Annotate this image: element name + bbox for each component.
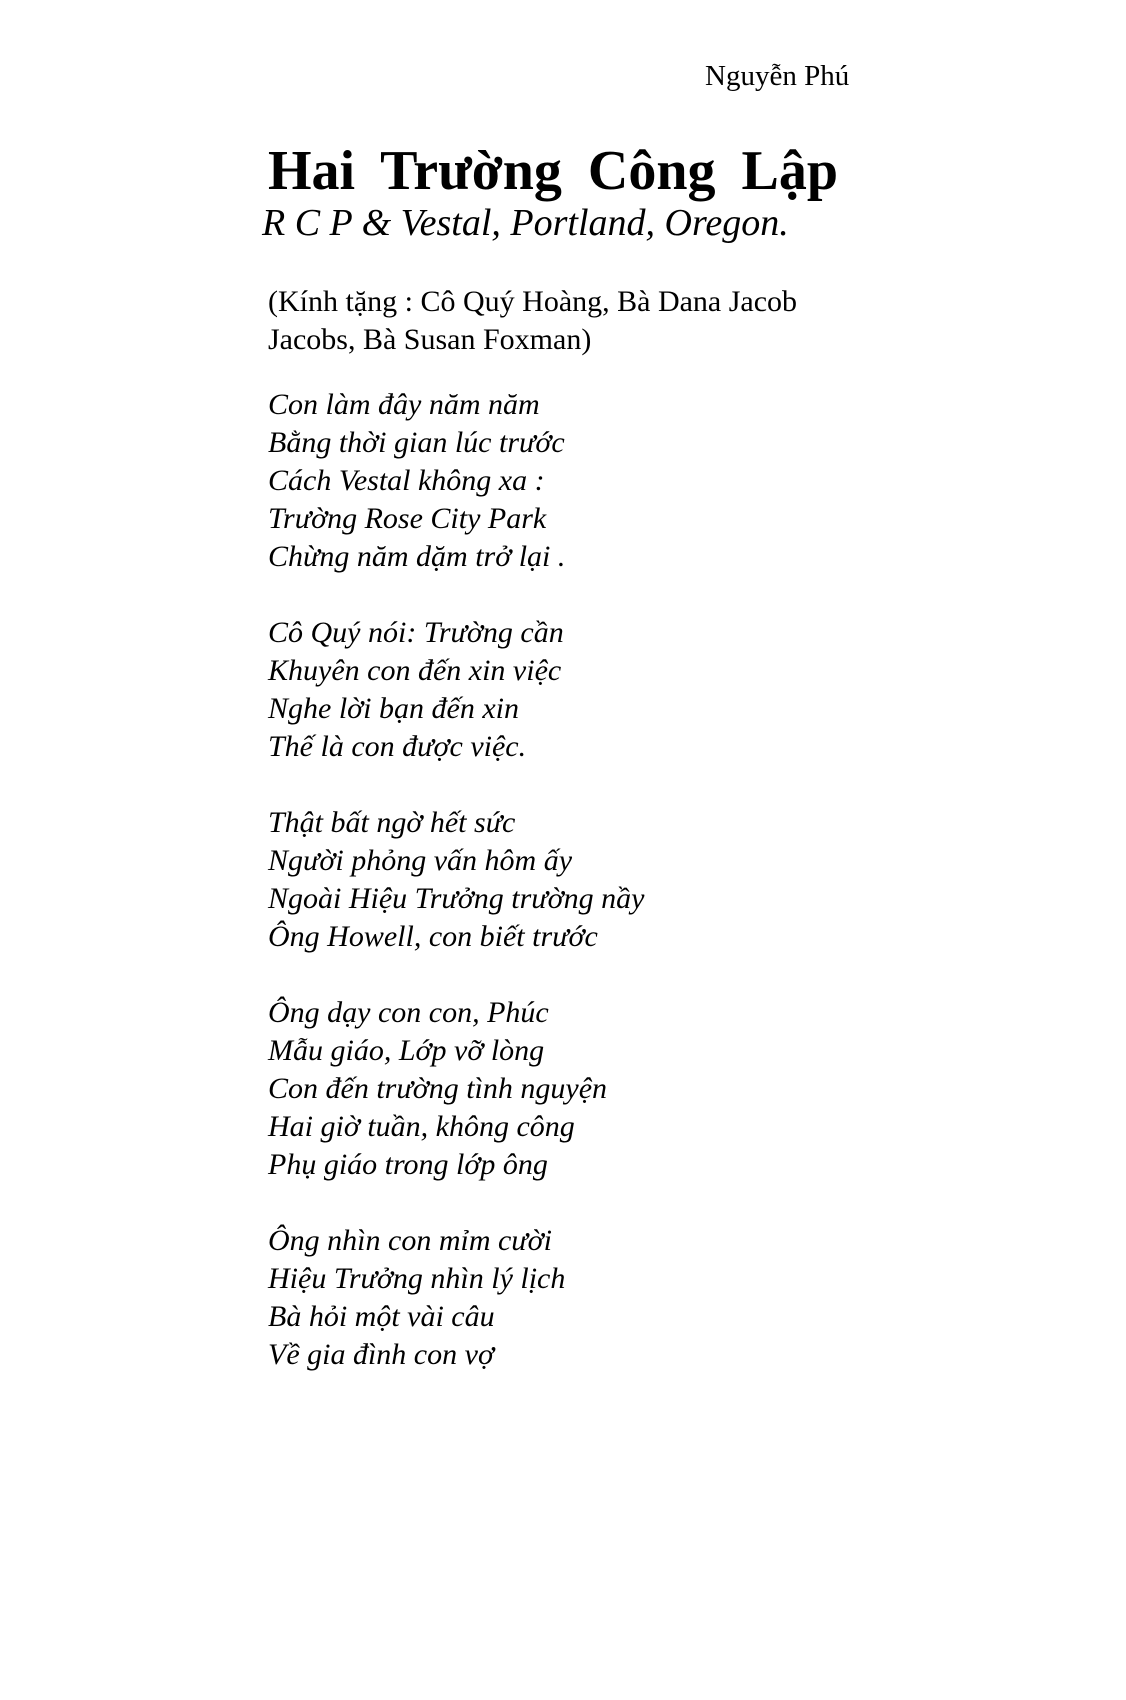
- author-name: Nguyễn Phú: [705, 60, 850, 92]
- stanza-5: [268, 1222, 565, 1374]
- poem-line: Người phỏng vấn hôm ấy: [268, 844, 573, 877]
- poem-line: Hai giờ tuần, không công: [268, 1110, 575, 1143]
- stanza-4: [268, 994, 607, 1184]
- poem-line: Thế là con được việc.: [268, 730, 527, 763]
- poem-line: Khuyên con đến xin việc: [268, 654, 562, 687]
- poem-line: Ngoài Hiệu Trưởng trường nầy: [268, 882, 645, 915]
- poem-line: Cô Quý nói: Trường cần: [268, 616, 564, 649]
- poem-title: Hai Trường Công Lập: [268, 140, 838, 202]
- poem-line: Ông nhìn con mỉm cười: [268, 1224, 553, 1257]
- poem-line: Bằng thời gian lúc trước: [268, 426, 565, 459]
- poem-line: Trường Rose City Park: [268, 502, 547, 535]
- poem-line: Hiệu Trưởng nhìn lý lịch: [268, 1262, 566, 1295]
- dedication-line: (Kính tặng : Cô Quý Hoàng, Bà Dana Jacob: [268, 285, 798, 318]
- stanza-2: [268, 614, 564, 766]
- poem-line: Con làm đây năm năm: [268, 388, 540, 421]
- poem-line: Ông dạy con con, Phúc: [268, 996, 549, 1029]
- poem-line: Cách Vestal không xa :: [268, 464, 545, 497]
- dedication-line: Jacobs, Bà Susan Foxman): [268, 323, 592, 356]
- poem-line: Phụ giáo trong lớp ông: [268, 1148, 548, 1181]
- stanza-3: [268, 804, 644, 956]
- poem-line: Con đến trường tình nguyện: [268, 1072, 608, 1105]
- poem-line: Mẫu giáo, Lớp vỡ lòng: [268, 1034, 545, 1067]
- poem-line: Nghe lời bạn đến xin: [268, 692, 519, 725]
- poem-subtitle: R C P & Vestal, Portland, Oregon.: [262, 202, 789, 244]
- poem-line: Về gia đình con vợ: [268, 1338, 494, 1371]
- stanza-1: [268, 386, 565, 576]
- poem-line: Bà hỏi một vài câu: [268, 1300, 495, 1333]
- dedication: [268, 283, 797, 359]
- poem-line: Ông Howell, con biết trước: [268, 920, 598, 953]
- poem-line: Chừng năm dặm trở lại .: [268, 540, 566, 573]
- poem-line: Thật bất ngờ hết sức: [268, 806, 516, 839]
